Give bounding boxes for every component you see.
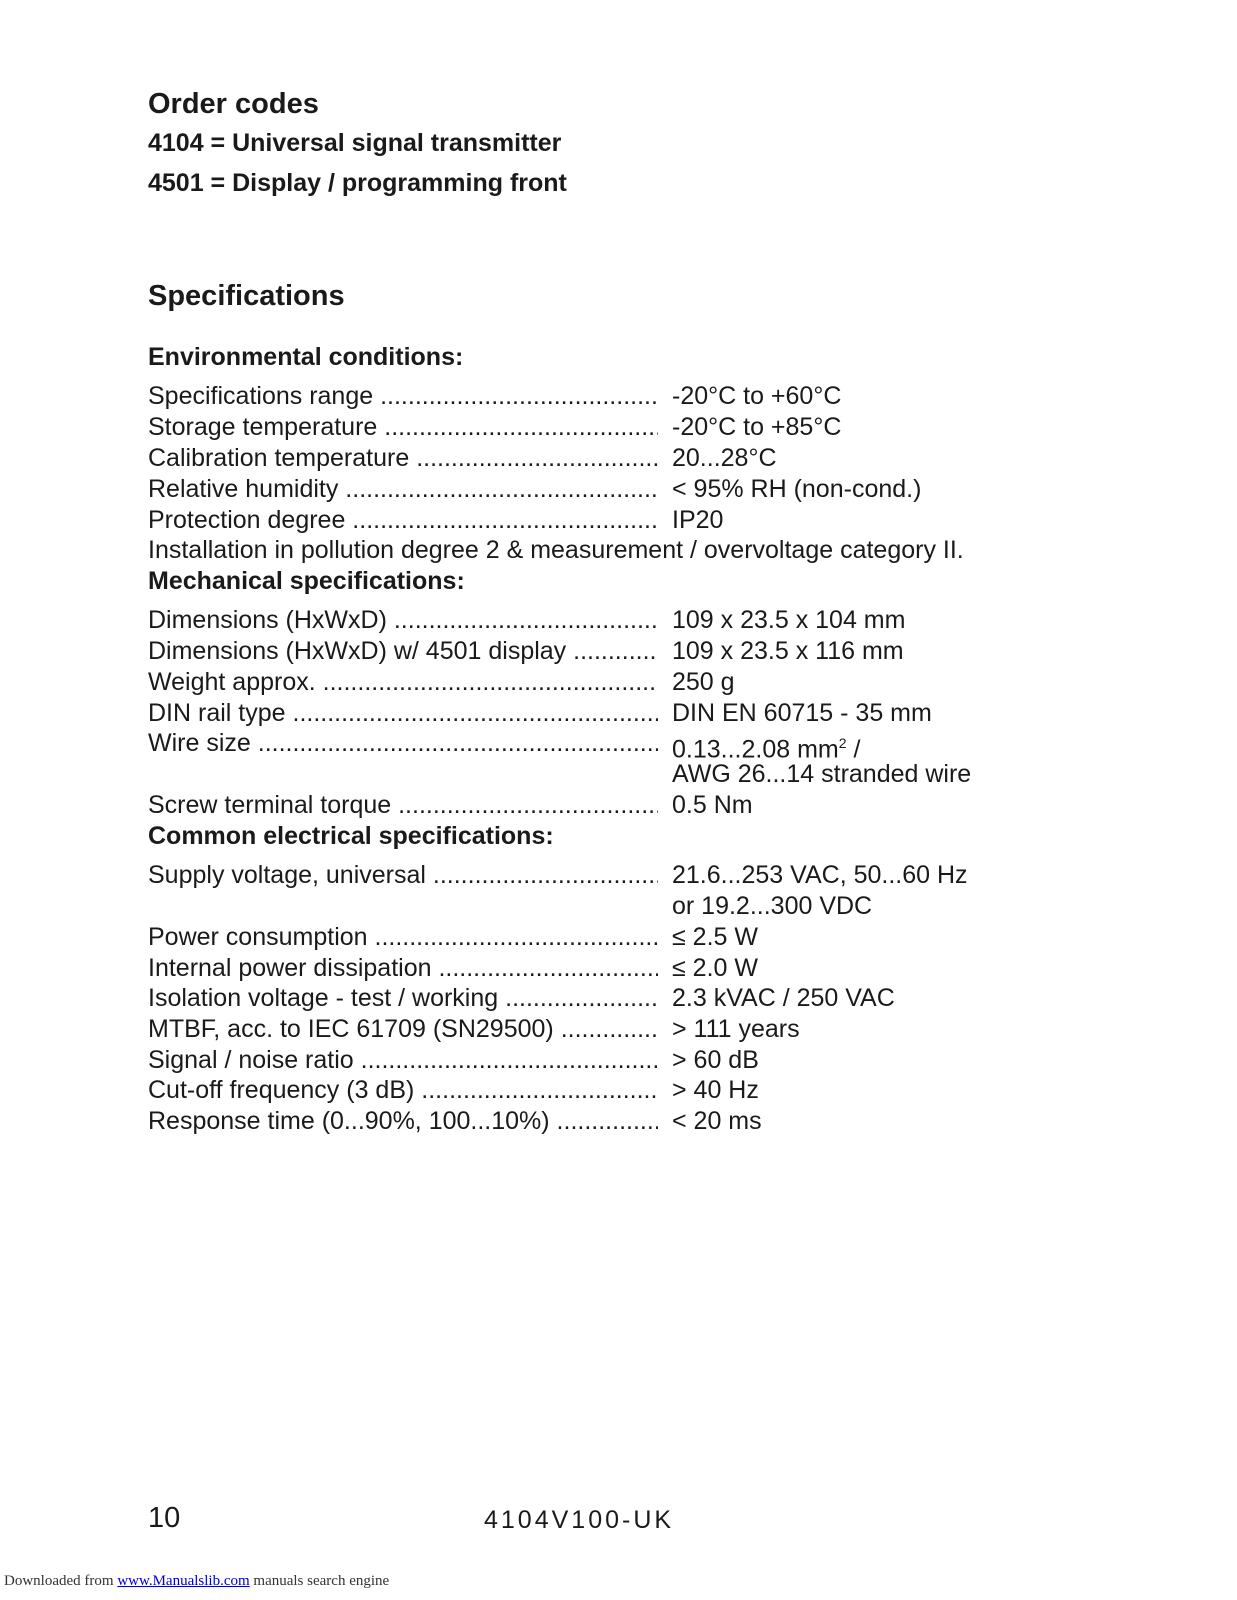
spec-value: DIN EN 60715 - 35 mm (672, 699, 932, 727)
spec-value: 21.6...253 VAC, 50...60 Hz (672, 861, 968, 889)
order-codes-heading: Order codes (148, 88, 319, 120)
spec-row-wire-size-continued (148, 759, 1148, 790)
spec-row-storage-temperature (148, 412, 1148, 443)
spec-row-relative-humidity (148, 474, 1148, 505)
spec-row-supply-voltage-continued (148, 891, 1148, 922)
spec-label: Screw terminal torque ..... (148, 790, 658, 821)
spec-value: < 20 ms (672, 1107, 762, 1135)
spec-row-dimensions (148, 605, 1148, 636)
spec-label: Specifications range ..... (148, 381, 658, 412)
spec-value: 109 x 23.5 x 104 mm (672, 606, 906, 634)
mechanical-heading: Mechanical specifications: (148, 567, 465, 595)
electrical-heading: Common electrical specifications: (148, 822, 554, 850)
spec-label: Dimensions (HxWxD) ..... (148, 605, 658, 636)
spec-row-din-rail-type (148, 698, 1148, 729)
spec-row-screw-terminal-torque (148, 790, 1148, 821)
spec-value: AWG 26...14 stranded wire (672, 760, 972, 788)
spec-row-wire-size (148, 728, 1148, 764)
spec-label: Calibration temperature ..... (148, 443, 658, 474)
spec-row-signal-noise-ratio (148, 1045, 1148, 1076)
spec-label: Storage temperature ..... (148, 412, 658, 443)
spec-label: Weight approx. ..... (148, 667, 658, 698)
spec-label: Response time (0...90%, 100...10%) ..... (148, 1106, 658, 1137)
download-footer (4, 1573, 389, 1590)
spec-row-dimensions-with-display (148, 636, 1148, 667)
spec-row-cutoff-frequency (148, 1075, 1148, 1106)
spec-row-isolation-voltage (148, 983, 1148, 1014)
installation-note (148, 535, 1148, 566)
spec-row-internal-power-dissipation (148, 953, 1148, 984)
spec-label: Signal / noise ratio ..... (148, 1045, 658, 1076)
spec-value: 109 x 23.5 x 116 mm (672, 637, 904, 665)
spec-value: ≤ 2.5 W (672, 923, 758, 951)
spec-row-response-time (148, 1106, 1148, 1137)
spec-label: Dimensions (HxWxD) w/ 4501 display ..... (148, 636, 658, 667)
spec-label: Cut-off frequency (3 dB) ..... (148, 1075, 658, 1106)
spec-label: MTBF, acc. to IEC 61709 (SN29500) ..... (148, 1014, 658, 1045)
spec-value: 250 g (672, 668, 735, 696)
spec-label: Supply voltage, universal ..... (148, 860, 658, 891)
spec-label: DIN rail type ..... (148, 698, 658, 729)
page-number: 10 (148, 1502, 181, 1534)
spec-value: > 111 years (672, 1015, 800, 1043)
spec-row-mtbf (148, 1014, 1148, 1045)
spec-row-calibration-temperature (148, 443, 1148, 474)
wire-size-value: 0.13...2.08 mm (672, 735, 839, 764)
spec-value: > 60 dB (672, 1046, 759, 1074)
spec-label: Relative humidity ..... (148, 474, 658, 505)
document-code: 4104V100-UK (484, 1506, 675, 1534)
spec-value: ≤ 2.0 W (672, 954, 758, 982)
spec-label: Isolation voltage - test / working ..... (148, 983, 658, 1014)
wire-size-superscript: 2 (838, 735, 847, 751)
spec-value: IP20 (672, 506, 724, 534)
spec-value: -20°C to +85°C (672, 413, 842, 441)
wire-size-slash: / (846, 735, 861, 764)
manualslib-link[interactable]: www.Manualslib.com (117, 1573, 250, 1589)
spec-label: Power consumption ..... (148, 922, 658, 953)
spec-label: Protection degree ..... (148, 505, 658, 536)
spec-label: Internal power dissipation ..... (148, 953, 658, 984)
spec-row-supply-voltage (148, 860, 1148, 891)
spec-row-specifications-range (148, 381, 1148, 412)
specifications-heading: Specifications (148, 280, 345, 312)
spec-value: or 19.2...300 VDC (672, 892, 873, 920)
spec-value: 20...28°C (672, 444, 777, 472)
spec-value: > 40 Hz (672, 1076, 759, 1104)
footer-prefix: Downloaded from (4, 1573, 118, 1589)
order-code-4104: 4104 = Universal signal transmitter (148, 129, 562, 157)
environmental-heading: Environmental conditions: (148, 343, 464, 371)
spec-value: 0.5 Nm (672, 791, 753, 819)
spec-row-power-consumption (148, 922, 1148, 953)
spec-label: Wire size ..... (148, 728, 658, 759)
footer-suffix: manuals search engine (249, 1573, 390, 1589)
spec-row-protection-degree (148, 505, 1148, 536)
spec-value: < 95% RH (non-cond.) (672, 475, 922, 503)
order-code-4501: 4501 = Display / programming front (148, 169, 567, 197)
spec-value: -20°C to +60°C (672, 382, 842, 410)
spec-row-weight (148, 667, 1148, 698)
installation-note-text: Installation in pollution degree 2 & measurement / overvoltage category II. (148, 536, 964, 564)
spec-value: 2.3 kVAC / 250 VAC (672, 984, 895, 1012)
